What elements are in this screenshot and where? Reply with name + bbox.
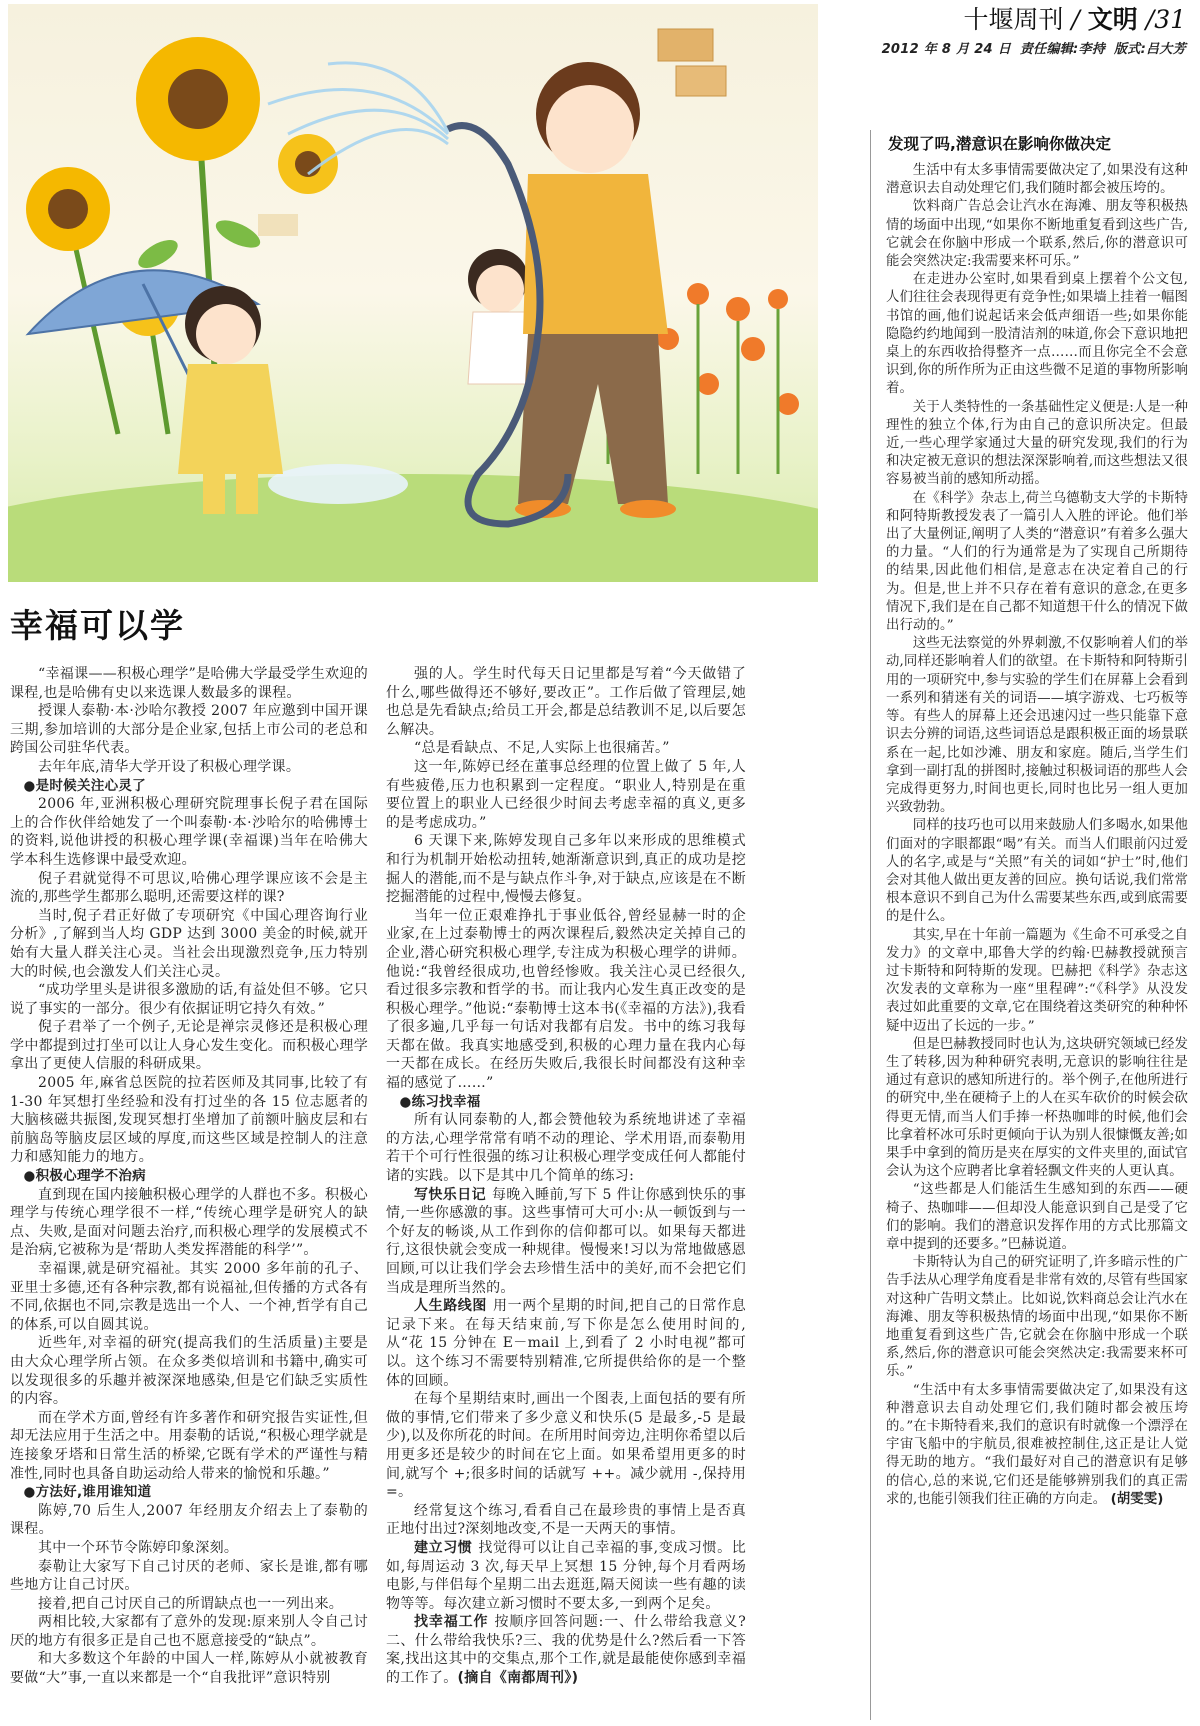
paragraph: 当年一位正艰难挣扎于事业低谷,曾经显赫一时的企业家,在上过泰勒博士的两次课程后,毅然决定关掉自己的企业,潜心研究积极心理学,专注成为积极心理学的讲师。他说:“我曾经很成功,也曾经惨败。我关注心灵已经很久,看过很多宗教和哲学的书。而让我内心发生真正改变的是积极心理学。”他说:“泰勒博士这本书(《幸福的方法》),我看了很多遍,几乎每一句话对我都有启发。书中的练习我每天都在做。我真实地感受到,积极的心理力量在我内心每一天都在成长。在经历失败后,我很长时间都没有这种幸福的感觉了……” — [386, 907, 746, 1092]
paragraph: “幸福课——积极心理学”是哈佛大学最受学生欢迎的课程,也是哈佛有史以来选课人数最多的课程。 — [10, 666, 368, 701]
exercise-text: 每晚入睡前,写下 5 件让你感到快乐的事情,一些你感激的事。这些事情可大可小:从一顿饭到与一个好友的畅谈,从工作到你的信仰都可以。如果每天都进行,这很快就会变成一种规律。慢慢来!习以为常地做感恩回顾,可以让我们学会去珍惜生活中的美好,而不会把它们当成是理所当然的。 — [386, 1186, 747, 1296]
paragraph: 直到现在国内接触积极心理学的人群也不多。积极心理学与传统心理学很不一样,“传统心理学是研究人的缺点、失败,是面对问题去治疗,而积极心理学的发展模式不是治病,它被称为是‘帮助人类发挥潜能的科学’”。 — [10, 1186, 368, 1259]
page-number: /31 — [1145, 5, 1186, 34]
paragraph: 陈婷,70 后生人,2007 年经朋友介绍去上了泰勒的课程。 — [10, 1502, 368, 1538]
paragraph: 6 天课下来,陈婷发现自己多年以来形成的思维模式和行为机制开始松动扭转,她渐渐意识到,真正的成功是挖掘人的潜能,而不是与缺点作斗争,对于缺点,应该是在不断挖掘潜能的过程中,慢慢去修复。 — [386, 833, 746, 906]
paragraph: 2005 年,麻省总医院的拉若医师及其同事,比较了有 1-30 年冥想打坐经验和没有打过坐的各 15 位志愿者的大脑核磁共振图,发现冥想打坐增加了前额叶脑皮层和右前脑岛等脑皮层区域的厚度,而这些区域是控制人的注意力和感知能力的地方。 — [10, 1075, 368, 1166]
exercise-name: 人生路线图 — [414, 1298, 488, 1315]
exercise-text: 按顺序回答问题:一、什么带给我意义?二、什么带给我快乐?三、我的优势是什么?然后看一下答案,找出这其中的交集点,那个工作,就是最能使你感到幸福的工作了。 — [386, 1614, 747, 1687]
paragraph: 当时,倪子君正好做了专项研究《中国心理咨询行业分析》,了解到当人均 GDP 达到 3000 美金的时候,就开始有大量人群关注心灵。当社会出现激烈竞争,压力特别大的时候,也会激发人们关注心灵。 — [10, 907, 368, 980]
paragraph: 在《科学》杂志上,荷兰乌德勒支大学的卡斯特和阿特斯教授发表了一篇引人入胜的评论。他们举出了大量例证,阐明了人类的“潜意识”有着多么强大的力量。“人们的行为通常是为了实现自己所期待的结果,因此他们相信,是意志在决定着自己的行为。但是,世上并不只存在着有意识的意念,在更多情况下,我们是在自己都不知道想干什么的情况下做出行动的。” — [886, 490, 1188, 634]
exercise-text: 用一两个星期的时间,把自己的日常作息记录下来。在每天结束前,写下你是怎么使用时间的,从“花 15 分钟在 E－mail 上,到看了 2 小时电视”都可以。这个练习不需要特别精准,它所提供给你的是一个整体的回顾。 — [386, 1298, 746, 1389]
paragraph: “生活中有太多事情需要做决定了,如果没有这种潜意识去自动处理它们,我们随时都会被压垮的。”在卡斯特看来,我们的意识有时就像一个漂浮在宇宙飞船中的宇航员,很难被控制住,这正是让人觉得无助的地方。“我们最好对自己的潜意识有足够的信心,总的来说,它们还是能够辨别我们的真正需求的,也能引领我们往正确的方向走。 (胡雯雯) — [886, 1382, 1188, 1507]
layout-credit: 版式:吕大芳 — [1114, 42, 1186, 57]
exercise-paragraph — [386, 1613, 746, 1687]
exercise-name: 建立习惯 — [414, 1539, 473, 1556]
source-credit: (摘自《南都周刊》) — [457, 1670, 579, 1687]
article-column-left — [10, 665, 368, 1688]
paragraph: 去年年底,清华大学开设了积极心理学课。 — [38, 758, 301, 775]
side-article-title: 发现了吗,潜意识在影响你做决定 — [888, 135, 1111, 153]
paragraph: 关于人类特性的一条基础性定义便是:人是一种理性的独立个体,行为由自己的意识所决定。但最近,一些心理学家通过大量的研究发现,我们的行为和决定被无意识的想法深深影响着,而这些想法又很容易被当前的感知所动摇。 — [886, 399, 1188, 488]
paragraph: 但是巴赫教授同时也认为,这块研究领域已经发生了转移,因为种种研究表明,无意识的影响往往是通过有意识的感知所进行的。举个例子,在他所进行的研究中,坐在硬椅子上的人在买车砍价的时候会砍得更无情,而当人们手捧一杯热咖啡的时候,他们会比拿着杯冰可乐时更倾向于认为别人很慷慨友善;如果手中拿到的简历是夹在厚实的文件夹里的,面试官会认为这个应聘者比拿着轻飘文件夹的人更认真。 — [886, 1036, 1188, 1180]
paragraph: 而在学术方面,曾经有许多著作和研究报告实证性,但却无法应用于生活之中。用泰勒的话说,“积极心理学就是连接象牙塔和日常生活的桥梁,它既有学术的严谨性与精准性,同时也具备自助运动给人带来的愉悦和乐趣。” — [10, 1409, 368, 1482]
article-column-middle — [386, 665, 746, 1688]
section-heading: ●积极心理学不治病 — [23, 1168, 146, 1185]
paragraph: 接着,把自己讨厌自己的所谓缺点也一一列出来。 — [38, 1595, 344, 1612]
paragraph: 所有认同泰勒的人,都会赞他较为系统地讲述了幸福的方法,心理学常常有哨不动的理论、学术用语,而泰勒用若干个可行性很强的练习让积极心理学变成任何人都能付诸的实践。以下是其中几个简单的练习: — [386, 1112, 746, 1185]
paragraph: 两相比较,大家都有了意外的发现:原来别人令自己讨厌的地方有很多正是自己也不愿意接受的“缺点”。 — [10, 1614, 368, 1649]
paragraph: 生活中有太多事情需要做决定了,如果没有这种潜意识去自动处理它们,我们随时都会被压垮的。 — [886, 163, 1188, 197]
grass-ground — [8, 474, 818, 582]
puddle — [268, 464, 408, 504]
paragraph: 倪子君举了一个例子,无论是禅宗灵修还是积极心理学中都提到过打坐可以让人身心发生变化。而积极心理学拿出了更使人信服的科研成果。 — [10, 1019, 368, 1073]
paragraph: 在走进办公室时,如果看到桌上摆着个公文包,人们往往会表现得更有竞争性;如果墙上挂着一幅图书馆的画,他们说起话来会低声细语一些;如果你能隐隐约约地闻到一股清洁剂的味道,你会下意识地把桌上的东西收拾得整齐一点……而且你完全不会意识到,你的所作所为正由这些微不足道的事物所影响着。 — [886, 272, 1188, 397]
author-credit: (胡雯雯) — [1110, 1491, 1164, 1507]
illustration-canvas — [8, 4, 818, 582]
paragraph: 经常复这个练习,看看自己在最珍贵的事情上是否真正地付出过?深刻地改变,不是一天两天的事情。 — [386, 1502, 746, 1538]
paragraph: 倪子君就觉得不可思议,哈佛心理学课应该不会是主流的,那些学生都那么聪明,还需要这样的课? — [10, 870, 368, 906]
brick — [258, 214, 298, 236]
publication-name: 十堰周刊 — [963, 5, 1064, 34]
exercise-paragraph — [386, 1297, 746, 1390]
paragraph: 泰勒让大家写下自己讨厌的老师、家长是谁,都有哪些地方让自己讨厌。 — [10, 1558, 368, 1594]
side-article-column — [886, 162, 1188, 1509]
exercise-paragraph — [386, 1539, 746, 1613]
paragraph: 强的人。学生时代每天日记里都是写着“今天做错了什么,哪些做得还不够好,要改正”。工作后做了管理层,她也总是先看缺点;给员工开会,都是总结教训不足,以后要怎么解决。 — [386, 666, 746, 738]
brick — [676, 66, 726, 96]
paragraph: 近些年,对幸福的研究(提高我们的生活质量)主要是由大众心理学所占领。在众多类似培训和书籍中,确实可以发现很多的乐趣并被深深地感染,但是它们缺乏实质性的内容。 — [10, 1335, 368, 1408]
masthead-row — [878, 4, 1186, 36]
paragraph: 幸福课,就是研究福祉。其实 2000 多年前的孔子、亚里士多德,还有各种宗教,都有说福祉,但传播的方式各有不同,依据也不同,宗教是选出一个人、一个神,哲学有自己的体系,可以自圆其说。 — [10, 1261, 368, 1333]
paragraph: 卡斯特认为自己的研究证明了,许多暗示性的广告手法从心理学角度看是非常有效的,尽管有些国家对这种广告明文禁止。比如说,饮料商总会让汽水在海滩、朋友等积极热情的场面中出现,“如果你不断地重复看到这些广告,它就会在你脑中形成一个联系,然后,你的潜意识可能会突然决定:我需要来杯可乐。” — [886, 1255, 1188, 1380]
paragraph: 饮料商广告总会让汽水在海滩、朋友等积极热情的场面中出现,“如果你不断地重复看到这些广告,它就会在你脑中形成一个联系,然后,你的潜意识可能会突然决定:我需要来杯可乐。” — [886, 199, 1188, 270]
paragraph: “成功学里头是讲很多激励的话,有益处但不够。它只说了事实的一部分。很少有依据证明它持久有效。” — [10, 982, 368, 1017]
exercise-paragraph — [386, 1186, 746, 1298]
article-title: 幸福可以学 — [10, 606, 185, 645]
paragraph: 2006 年,亚洲积极心理研究院理事长倪子君在国际上的合作伙伴给她发了一个叫泰勒·本·沙哈尔的哈佛博士的资料,说他讲授的积极心理学课(幸福课)当年在哈佛大学本科生选修课中最受欢迎。 — [10, 796, 368, 868]
editor-credit: 责任编辑:李持 — [1019, 42, 1106, 57]
child-icon — [468, 249, 533, 384]
paragraph: 这一年,陈婷已经在董事总经理的位置上做了 5 年,人有些疲倦,压力也积累到一定程度。“职业人,特别是在重要位置上的职业人已经很少时间去考虑幸福的真义,更多的是考虑成功。” — [386, 758, 746, 831]
column-divider — [870, 130, 871, 1720]
section-heading: ●练习找幸福 — [399, 1093, 481, 1110]
paragraph: 其中一个环节令陈婷印象深刻。 — [38, 1539, 239, 1556]
masthead-meta — [878, 38, 1186, 57]
masthead — [878, 4, 1186, 57]
exercise-name: 写快乐日记 — [414, 1186, 486, 1203]
illustration — [8, 4, 818, 582]
paragraph: 同样的技巧也可以用来鼓励人们多喝水,如果他们面对的字眼都跟“喝”有关。而当人们眼前闪过爱人的名字,或是与“关照”有关的词如“护士”时,他们会对其他人做出更友善的回应。换句话说,我们常常根本意识不到自己为什么需要某些东西,或到底需要的是什么。 — [886, 818, 1188, 925]
section-heading: ●方法好,谁用谁知道 — [23, 1484, 152, 1501]
brick — [658, 29, 713, 61]
paragraph: 其实,早在十年前一篇题为《生命不可承受之自发力》的文章中,耶鲁大学的约翰·巴赫教授就预言过卡斯特和阿特斯的发现。巴赫把《科学》杂志这次发表的文章称为一座“里程碑”:“《科学》从没发表过如此重要的文章,它在围绕着这类研究的种种怀疑中迈出了长远的一步。” — [886, 927, 1188, 1034]
paragraph: “这些都是人们能活生生感知到的东西——硬椅子、热咖啡——但却没人能意识到自己是受了它们的影响。我们的潜意识发挥作用的方式比那篇文章中提到的还要多。”巴赫说道。 — [886, 1182, 1188, 1252]
issue-date: 2012 年 8 月 24 日 — [881, 42, 1012, 57]
section-name: 文明 — [1087, 5, 1138, 34]
paragraph: 这些无法察觉的外界刺激,不仅影响着人们的举动,同样还影响着人们的欲望。在卡斯特和阿特斯引用的一项研究中,参与实验的学生们在屏幕上会看到一系列和猜迷有关的词语——填字游戏、七巧板等等。有些人的屏幕上还会迅速闪过一些只能靠下意识去分辨的词语,这些词语总是跟积极正面的场景联系在一起,比如沙滩、朋友和家庭。随后,当学生们拿到一副打乱的拼图时,接触过积极词语的那些人会完成得更努力,时间也更长,同时也比另一组人更加兴致勃勃。 — [886, 636, 1188, 816]
section-heading: ●是时候关注心灵了 — [23, 777, 146, 794]
masthead-separator: / — [1071, 5, 1080, 34]
exercise-name: 找幸福工作 — [414, 1614, 489, 1631]
paragraph: 在每个星期结束时,画出一个图表,上面包括的要有所做的事情,它们带来了多少意义和快乐(5 是最多,-5 是最少),以及你所花的时间。在所用时间旁边,注明你希望以后用更多还是较少的时间在它上面。如果希望用更多的时间,就写个 +;很多时间的话就写 ++。减少就用 -,保持用 =。 — [386, 1391, 746, 1501]
exercise-text: 找觉得可以让自己幸福的事,变成习惯。比如,每周运动 3 次,每天早上冥想 15 分钟,每个月看两场电影,与伴侣每个星期二出去逛逛,隔天阅读一些有趣的读物等等。每次建立新习惯时不要太多,一到两个足矣。 — [386, 1539, 747, 1612]
paragraph: 授课人泰勒·本·沙哈尔教授 2007 年应邀到中国开课三期,参加培训的大部分是企业家,包括上市公司的老总和跨国公司驻华代表。 — [10, 703, 368, 757]
paragraph: “总是看缺点、不足,人实际上也很痛苦。” — [414, 740, 670, 757]
paragraph: 和大多数这个年龄的中国人一样,陈婷从小就被教育要做“大”事,一直以来都是一个“自我批评”意识特别 — [10, 1651, 368, 1687]
